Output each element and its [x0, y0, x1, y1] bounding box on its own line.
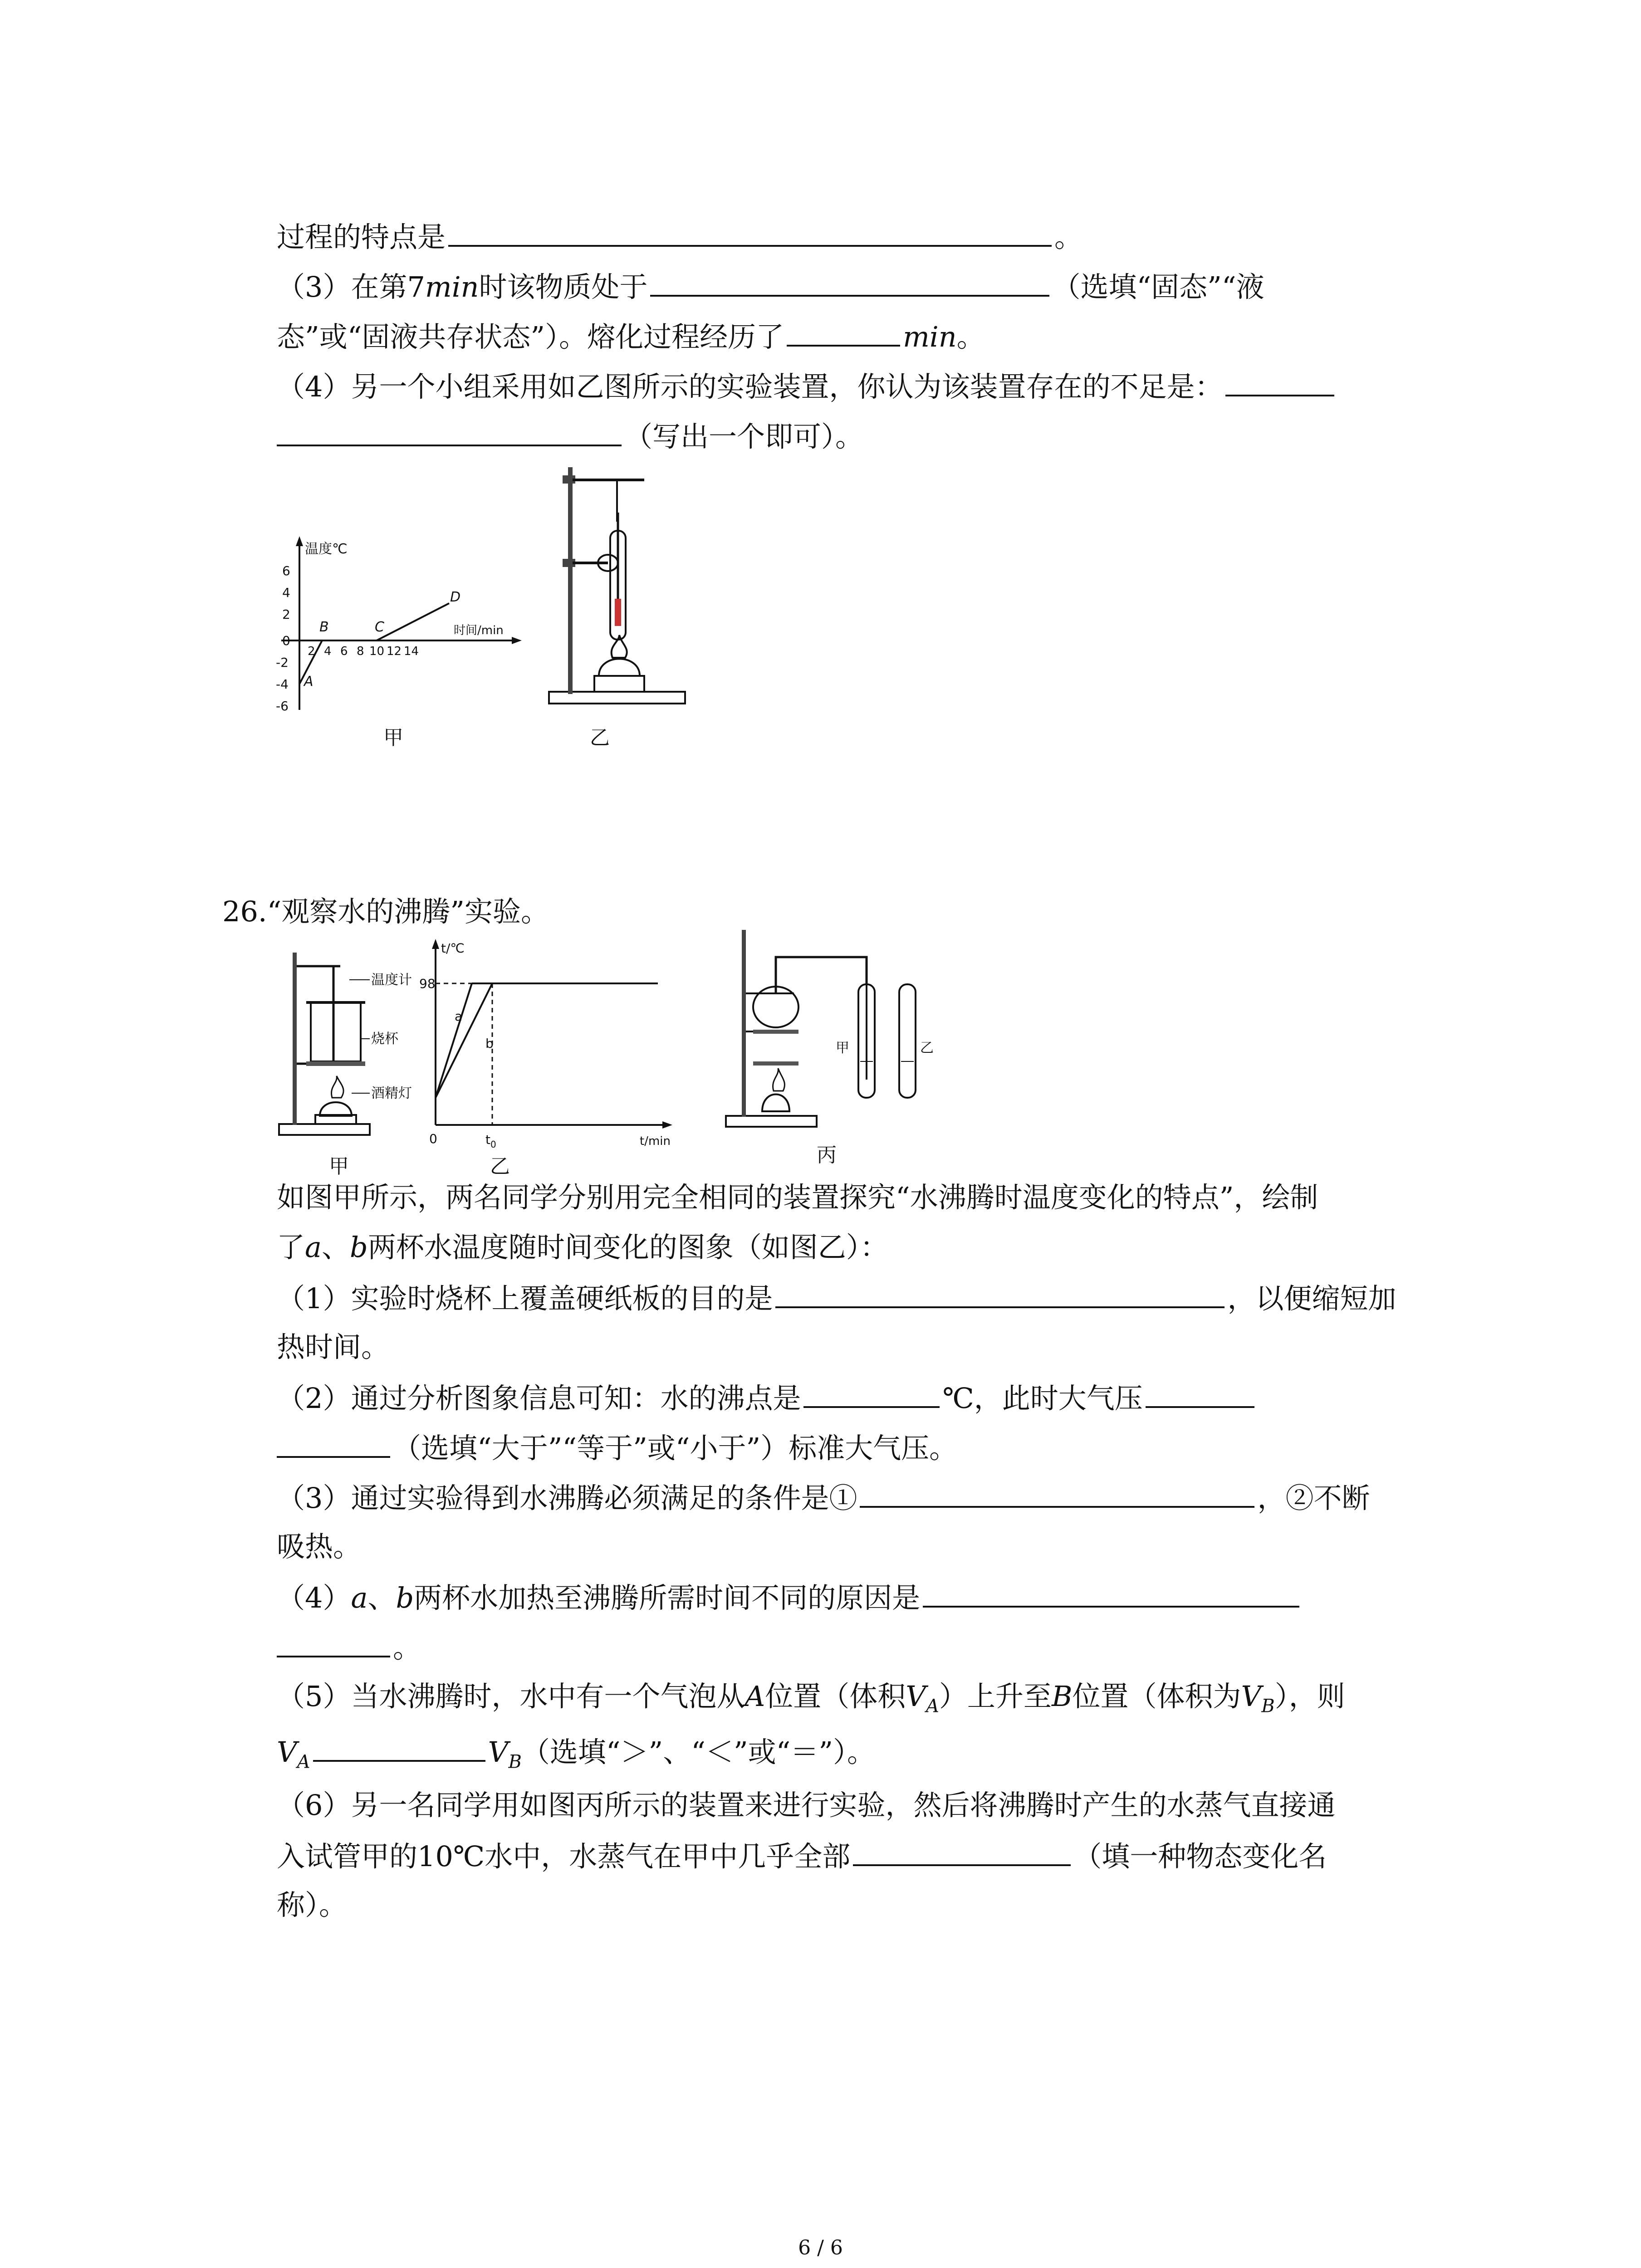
text-line — [277, 1474, 1370, 1521]
x-axis-label: t/min — [640, 1134, 671, 1148]
x-tick-label: 10 — [369, 645, 385, 658]
text-line: （6）另一名同学用如图丙所示的装置来进行实验，然后将沸腾时产生的水蒸气直接通 — [277, 1789, 1336, 1822]
text: 位置（体积 — [765, 1680, 906, 1713]
alcohol-lamp — [320, 1102, 352, 1116]
x-tick-label: 12 — [387, 645, 402, 658]
text-line — [277, 1728, 875, 1784]
text: 入试管甲的10℃水中，水蒸气在甲中几乎全部 — [277, 1840, 851, 1873]
variable-text: V — [488, 1735, 509, 1769]
text: （4） — [277, 1581, 351, 1614]
curve-a — [436, 983, 472, 1098]
boiling-graph-figure — [417, 934, 681, 1148]
variable-text: V — [277, 1735, 297, 1769]
answer-blank[interactable] — [650, 263, 1049, 297]
paragraph-text: 如图甲所示，两名同学分别用完全相同的装置探究“水沸腾时温度变化的特点”，绘制 — [277, 1181, 1318, 1214]
text-line — [277, 1424, 957, 1471]
answer-blank[interactable] — [923, 1574, 1299, 1608]
text: ），则 — [1274, 1680, 1345, 1713]
text: （1）实验时烧杯上覆盖硬纸板的目的是 — [277, 1282, 773, 1315]
label-thermometer: 温度计 — [371, 972, 412, 988]
y-axis-label: 温度℃ — [305, 541, 348, 557]
test-tube-yi — [899, 984, 916, 1098]
y-tick-label: 0 — [282, 633, 290, 648]
text: （3）在第7 — [277, 270, 425, 303]
curve-a-label: a — [455, 1009, 463, 1024]
text-line — [277, 313, 985, 360]
variable-text: a — [305, 1231, 322, 1264]
text: 位置（体积为 — [1072, 1680, 1241, 1713]
page-number: 6 / 6 — [798, 2236, 843, 2259]
y-axis-label: t/℃ — [441, 941, 465, 956]
text: 时该物质处于 — [479, 270, 648, 303]
text: ）上升至 — [939, 1680, 1052, 1713]
curve-b — [436, 983, 492, 1098]
text-line — [277, 1275, 1396, 1321]
figure-caption: 乙 — [490, 1155, 510, 1178]
text: 。 — [956, 320, 985, 353]
y-tick-label: 6 — [282, 563, 290, 578]
text-line: 吸热。 — [277, 1530, 362, 1563]
subscript-text: B — [1261, 1696, 1275, 1717]
text-line — [277, 1833, 1327, 1879]
variable-text: a — [351, 1581, 368, 1614]
x-axis-arrow — [512, 637, 522, 644]
point-label: D — [450, 589, 461, 605]
subscript-text: A — [926, 1696, 939, 1717]
text-line — [277, 1624, 421, 1671]
x-tick-label: 6 — [340, 645, 348, 658]
wire-gauze — [306, 1061, 365, 1066]
variable-text: V — [1241, 1680, 1262, 1713]
answer-blank[interactable] — [1146, 1374, 1254, 1408]
figure-caption: 甲 — [383, 726, 403, 749]
alcohol-lamp — [762, 1095, 789, 1112]
label-alcohol-lamp: 酒精灯 — [371, 1085, 412, 1101]
text: （4）另一个小组采用如乙图所示的实验装置，你认为该装置存在的不足是： — [277, 370, 1223, 403]
answer-blank[interactable] — [853, 1833, 1071, 1866]
y-tick-label: -6 — [276, 699, 289, 714]
text: ，以便缩短加 — [1227, 1282, 1396, 1315]
text: （2）通过分析图象信息可知：水的沸点是 — [277, 1382, 801, 1415]
platform — [753, 1061, 798, 1066]
text: 态”或“固液共存状态”）。熔化过程经历了 — [277, 320, 784, 353]
stand-rod — [742, 930, 746, 1117]
text: （3）通过实验得到水沸腾必须满足的条件是① — [277, 1481, 857, 1515]
text: ℃，此时大气压 — [942, 1382, 1143, 1415]
text: 过程的特点是 — [277, 220, 446, 254]
text: 。 — [1054, 220, 1083, 254]
text: 、 — [367, 1581, 396, 1614]
point-label: B — [319, 619, 329, 635]
answer-blank[interactable] — [277, 413, 622, 446]
answer-blank[interactable] — [787, 313, 900, 347]
y-tick-label: 4 — [282, 585, 290, 600]
text-line — [277, 263, 1264, 310]
flame — [332, 1076, 344, 1098]
stand-base — [726, 1116, 817, 1127]
text: 了 — [277, 1231, 305, 1264]
text-line: 热时间。 — [277, 1330, 390, 1364]
unit-text: min — [903, 320, 957, 353]
steam-apparatus-figure — [717, 925, 953, 1134]
answer-blank[interactable] — [448, 213, 1052, 247]
variable-text: B — [1051, 1680, 1073, 1713]
answer-blank[interactable] — [277, 1624, 390, 1657]
text: （写出一个即可）。 — [624, 420, 864, 453]
lamp-base — [594, 676, 644, 692]
variable-text: V — [906, 1680, 926, 1713]
melting-apparatus-figure — [544, 463, 694, 708]
text: （选填“＞”、“＜”或“＝”）。 — [521, 1735, 876, 1769]
text: （5）当水沸腾时，水中有一个气泡从 — [277, 1680, 745, 1713]
x-tick-label: 8 — [357, 645, 364, 658]
y-tick-label: -2 — [276, 655, 289, 670]
text: （选填“固态”“液 — [1052, 270, 1264, 303]
curve-b-label: b — [485, 1036, 494, 1051]
text-line — [277, 213, 1083, 260]
wire-gauze — [753, 1030, 798, 1034]
flame — [773, 1068, 785, 1091]
text-line — [277, 1225, 888, 1270]
text-line — [277, 1574, 1302, 1621]
temperature-curve — [299, 603, 449, 684]
x-tick-label: 4 — [324, 645, 332, 658]
label-beaker: 烧杯 — [371, 1031, 398, 1047]
y-axis-arrow — [296, 536, 303, 546]
text-line — [277, 413, 863, 459]
text: 、 — [321, 1231, 350, 1264]
figure-caption: 甲 — [329, 1155, 349, 1178]
tube-label-jia: 甲 — [836, 1040, 849, 1056]
figure-caption: 乙 — [590, 726, 610, 749]
subscript-text: B — [508, 1751, 522, 1773]
stand-rod — [293, 953, 297, 1125]
answer-blank[interactable] — [860, 1474, 1254, 1508]
answer-blank[interactable] — [277, 1424, 390, 1458]
stand-rod — [568, 467, 573, 694]
figure-caption: 丙 — [817, 1144, 837, 1167]
variable-text: b — [350, 1231, 368, 1264]
text: 两杯水温度随时间变化的图象（如图乙）： — [367, 1231, 888, 1264]
answer-blank[interactable] — [1225, 363, 1334, 396]
melting-graph-figure — [272, 531, 526, 721]
text: ，②不断 — [1257, 1481, 1370, 1515]
y-tick-label: 2 — [282, 607, 290, 622]
answer-blank[interactable] — [803, 1374, 940, 1408]
x-tick-label: 14 — [404, 645, 419, 658]
y-axis-arrow — [432, 939, 439, 949]
point-label: C — [375, 619, 384, 635]
text: （选填“大于”“等于”或“小于”）标准大气压。 — [393, 1432, 958, 1465]
text-line — [277, 1674, 1345, 1729]
text: 两杯水加热至沸腾所需时间不同的原因是 — [414, 1581, 921, 1614]
y-tick-label: 98 — [419, 976, 436, 991]
y-tick-label: -4 — [276, 677, 289, 692]
steam-tube — [776, 957, 867, 984]
text: （填一种物态变化名 — [1073, 1840, 1327, 1873]
question-title: 26.“观察水的沸腾”实验。 — [222, 895, 549, 928]
thermometer-bulb — [615, 599, 621, 626]
unit-text: min — [425, 270, 479, 303]
stand-base — [279, 1124, 370, 1135]
text: 。 — [393, 1631, 421, 1664]
x-axis-arrow — [662, 1121, 672, 1129]
answer-blank[interactable] — [313, 1728, 485, 1762]
text-line — [277, 363, 1337, 410]
beaker — [311, 1002, 361, 1061]
x-tick-label: 2 — [308, 645, 315, 658]
tube-label-yi: 乙 — [920, 1040, 934, 1056]
answer-blank[interactable] — [775, 1275, 1225, 1308]
x-axis-label: 时间/min — [454, 624, 504, 637]
text-line — [277, 1374, 1257, 1421]
origin-label: 0 — [429, 1131, 437, 1146]
x-tick-label: $t_0$ — [485, 1132, 496, 1148]
subscript-text: A — [297, 1751, 310, 1773]
alcohol-lamp — [599, 659, 640, 676]
boiling-apparatus-figure — [277, 948, 422, 1139]
point-label: A — [304, 674, 314, 689]
variable-text: A — [745, 1680, 765, 1713]
text-line: 称）。 — [277, 1888, 348, 1921]
variable-text: b — [396, 1581, 414, 1614]
